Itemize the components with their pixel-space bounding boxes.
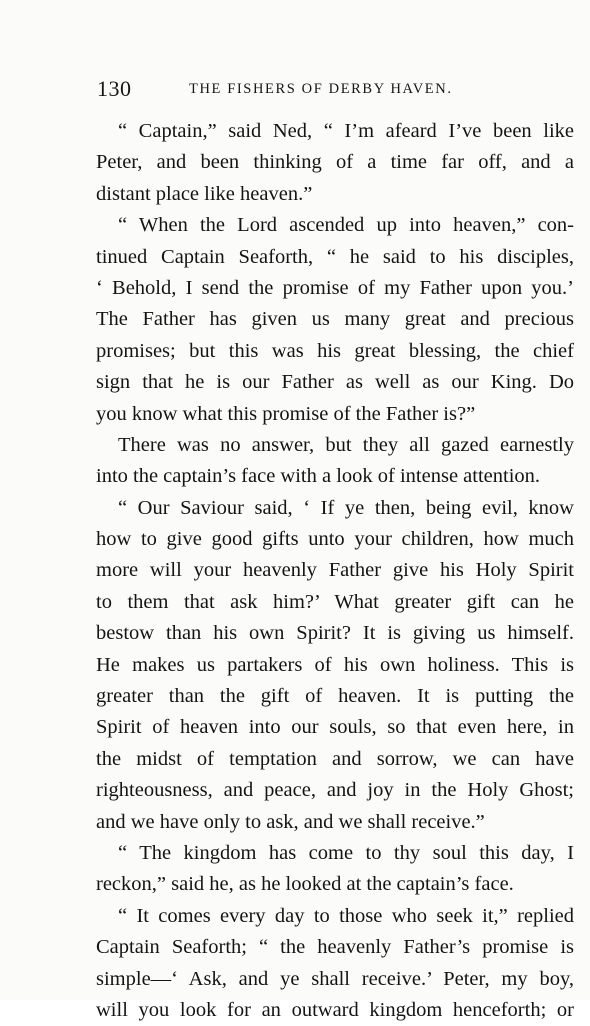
text-line: distant place like heaven.” [96,182,313,205]
text-line: you know what this promise of the Father is?” [96,402,476,425]
text-line: “ It comes every day to those who seek it,” replied [118,904,574,927]
running-title: THE FISHERS OF DERBY HAVEN. [189,81,453,97]
text-line: “ Our Saviour said, ‘ If ye then, being evil, know [118,496,574,519]
text-line: to them that ask him?’ What greater gift can he [96,590,574,613]
body-text [96,116,574,1026]
page-number: 130 [97,76,132,101]
running-head [97,76,575,102]
text-line: The Father has given us many great and precious [96,308,574,331]
text-line: He makes us partakers of his own holiness. This is [96,653,574,676]
text-line: greater than the gift of heaven. It is putting the [96,685,574,708]
text-line: Spirit of heaven into our souls, so that even here, in [96,716,574,739]
text-line: the midst of temptation and sorrow, we can have [96,747,574,770]
text-line: “ The kingdom has come to thy soul this day, I [118,841,574,864]
text-line: and we have only to ask, and we shall receive.” [96,810,485,833]
text-line: simple—‘ Ask, and ye shall receive.’ Peter, my boy, [96,967,574,990]
text-line: righteousness, and peace, and joy in the Holy Ghost; [96,779,574,802]
text-line: into the captain’s face with a look of intense attention. [96,465,541,488]
text-line: more will your heavenly Father give his Holy Spirit [96,559,574,582]
text-line: “ When the Lord ascended up into heaven,” con- [118,214,574,237]
text-line: bestow than his own Spirit? It is giving us himself. [96,622,574,645]
text-line: tinued Captain Seaforth, “ he said to his disciples, [96,245,574,268]
text-line: how to give good gifts unto your children, how much [96,528,574,551]
text-line: “ Captain,” said Ned, “ I’m afeard I’ve been like [118,120,574,142]
text-line: Captain Seaforth; “ the heavenly Father’s promise is [96,936,574,959]
text-line: will you look for an outward kingdom henceforth; or [96,998,574,1021]
text-line: There was no answer, but they all gazed earnestly [118,433,574,456]
text-line: Peter, and been thinking of a time far off, and a [96,151,574,174]
text-line: sign that he is our Father as well as our King. Do [96,371,574,394]
text-line: promises; but this was his great blessing, the chief [96,339,574,362]
text-line: ‘ Behold, I send the promise of my Father upon you.’ [96,276,574,299]
text-line: reckon,” said he, as he looked at the captain’s face. [96,873,514,896]
